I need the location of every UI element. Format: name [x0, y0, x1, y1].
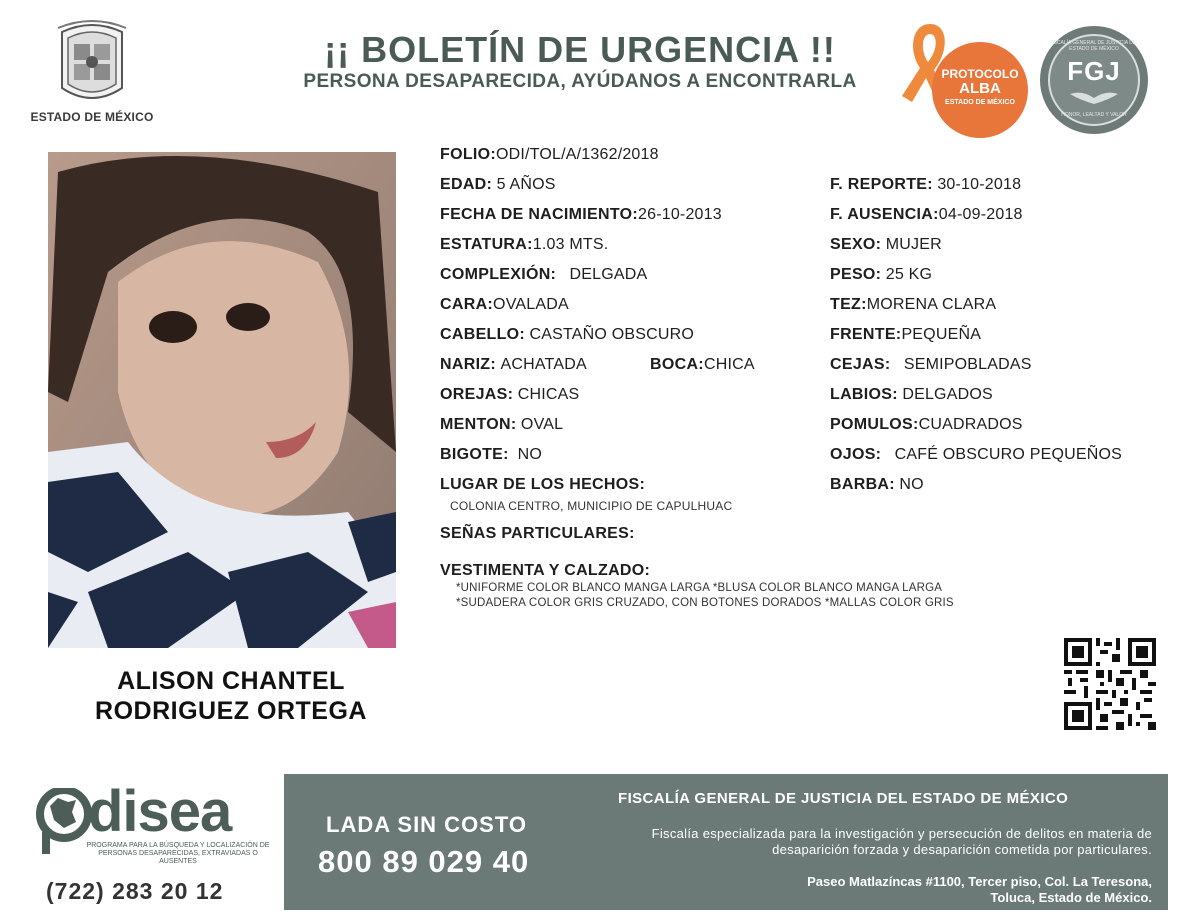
field-label: POMULOS:	[830, 416, 919, 433]
field-label: OJOS:	[830, 446, 882, 463]
bulletin-header	[250, 28, 910, 94]
alba-line2: ALBA	[959, 80, 1001, 97]
field-label: CABELLO:	[440, 326, 526, 343]
field-value: 25 KG	[885, 266, 933, 283]
field-label: VESTIMENTA Y CALZADO:	[440, 562, 651, 579]
field-label: NARIZ:	[440, 356, 497, 373]
field-value: CASTAÑO OBSCURO	[529, 326, 695, 343]
field-vestimenta	[440, 561, 650, 581]
fgj-abbr: FGJ	[1067, 56, 1121, 86]
field-tez	[830, 295, 996, 315]
field-value: ACHATADA	[500, 356, 587, 373]
field-nariz	[440, 355, 587, 375]
field-label: TEZ:	[830, 296, 867, 313]
field-value: NO	[517, 446, 543, 463]
vestimenta-line2: *SUDADERA COLOR GRIS CRUZADO, CON BOTONES DORADOS *MALLAS COLOR GRIS	[456, 597, 954, 609]
field-label: LABIOS:	[830, 386, 898, 403]
field-cejas	[830, 355, 1032, 375]
field-label: FRENTE:	[830, 326, 902, 343]
field-cabello	[440, 325, 694, 345]
fgj-seal	[1040, 26, 1148, 134]
field-value: SEMIPOBLADAS	[903, 356, 1032, 373]
field-label: FECHA DE NACIMIENTO:	[440, 206, 638, 223]
missing-person-photo	[48, 152, 396, 648]
field-peso	[830, 265, 932, 285]
field-label: F. AUSENCIA:	[830, 206, 939, 223]
fgj-motto: HONOR, LEALTAD Y VALOR	[1061, 112, 1127, 118]
field-value: CHICA	[703, 356, 755, 373]
field-senas	[440, 524, 635, 544]
field-value: DELGADA	[569, 266, 648, 283]
field-edad	[440, 175, 556, 195]
field-folio	[440, 145, 659, 165]
alba-line3: ESTADO DE MÉXICO	[945, 99, 1015, 106]
field-label: SEÑAS PARTICULARES:	[440, 525, 635, 542]
field-label: OREJAS:	[440, 386, 514, 403]
estado-mexico-logo	[28, 18, 156, 130]
protocolo-alba-logo	[900, 20, 1030, 132]
coat-of-arms-icon	[52, 18, 132, 106]
field-value: DELGADOS	[902, 386, 993, 403]
field-frente	[830, 325, 981, 345]
estado-label: ESTADO DE MÉXICO	[30, 110, 154, 124]
portrait-image	[48, 152, 396, 648]
field-lugar-hechos	[440, 475, 645, 495]
fiscalia-description: Fiscalía especializada para la investigación y persecución de delitos en materia de desaparición forzada y desaparición cometida por particulares.	[651, 826, 1152, 857]
eagle-icon	[1068, 88, 1120, 108]
field-value: CUADRADOS	[918, 416, 1023, 433]
field-label: COMPLEXIÓN:	[440, 266, 557, 283]
fgj-ring-text: FISCALÍA GENERAL DE JUSTICIA DEL ESTADO DE MÉXICO	[1049, 40, 1139, 52]
footer-contact-bar	[284, 774, 1168, 910]
field-value: CHICAS	[517, 386, 580, 403]
fiscalia-address	[592, 874, 1152, 906]
field-label: LUGAR DE LOS HECHOS:	[440, 476, 646, 493]
field-label: CEJAS:	[830, 356, 891, 373]
address-line1: Paseo Matlazíncas #1100, Tercer piso, Col. La Teresona,	[807, 874, 1152, 889]
field-label: EDAD:	[440, 176, 493, 193]
field-fecha-nacimiento	[440, 205, 722, 225]
field-value: OVALADA	[493, 296, 569, 313]
field-value: ODI/TOL/A/1362/2018	[496, 146, 659, 163]
field-label: SEXO:	[830, 236, 882, 253]
field-f-ausencia	[830, 205, 1023, 225]
lada-number[interactable]: 800 89 029 40	[318, 844, 530, 879]
field-value: 5 AÑOS	[496, 176, 556, 193]
field-label: PESO:	[830, 266, 882, 283]
fiscalia-title: FISCALÍA GENERAL DE JUSTICIA DEL ESTADO DE MÉXICO	[618, 790, 1069, 807]
field-value: CAFÉ OBSCURO PEQUEÑOS	[894, 446, 1122, 463]
field-label: F. REPORTE:	[830, 176, 933, 193]
odisea-program: PROGRAMA PARA LA BÚSQUEDA Y LOCALIZACIÓN DE PERSONAS DESAPARECIDAS, EXTRAVIADAS O AUSENTES	[86, 842, 270, 865]
bulletin-subtitle: PERSONA DESAPARECIDA, AYÚDANOS A ENCONTRARLA	[303, 71, 857, 92]
field-menton	[440, 415, 563, 435]
field-label: BARBA:	[830, 476, 895, 493]
field-value: MORENA CLARA	[866, 296, 997, 313]
field-pomulos	[830, 415, 1023, 435]
field-orejas	[440, 385, 579, 405]
field-ojos	[830, 445, 1122, 465]
field-value: MUJER	[885, 236, 942, 253]
field-barba	[830, 475, 924, 495]
qr-code-icon[interactable]	[1064, 638, 1156, 730]
field-value: 1.03 MTS.	[532, 236, 609, 253]
field-labios	[830, 385, 993, 405]
field-label: CARA:	[440, 296, 494, 313]
odisea-phone[interactable]: (722) 283 20 12	[46, 878, 224, 904]
field-bigote	[440, 445, 542, 465]
field-value: 04-09-2018	[938, 206, 1023, 223]
person-name-line2: RODRIGUEZ ORTEGA	[95, 697, 367, 725]
odisea-logo	[36, 779, 276, 914]
field-sexo	[830, 235, 942, 255]
address-line2: Toluca, Estado de México.	[990, 890, 1152, 905]
alba-badge	[932, 42, 1028, 138]
field-estatura	[440, 235, 608, 255]
field-cara	[440, 295, 569, 315]
person-name-line1: ALISON CHANTEL	[117, 667, 345, 695]
field-f-reporte	[830, 175, 1021, 195]
field-complexion	[440, 265, 647, 285]
field-lugar-hechos-value: COLONIA CENTRO, MUNICIPIO DE CAPULHUAC	[450, 499, 733, 513]
bulletin-title: ¡¡ BOLETÍN DE URGENCIA !!	[324, 29, 836, 70]
lada-label: LADA SIN COSTO	[326, 812, 528, 837]
field-value: OVAL	[520, 416, 564, 433]
field-label: MENTON:	[440, 416, 517, 433]
vestimenta-line1: *UNIFORME COLOR BLANCO MANGA LARGA *BLUSA COLOR BLANCO MANGA LARGA	[456, 582, 943, 594]
field-value: PEQUEÑA	[901, 326, 982, 343]
alba-line1: PROTOCOLO	[941, 67, 1019, 81]
field-value: 30-10-2018	[937, 176, 1022, 193]
field-value: NO	[899, 476, 924, 493]
odisea-word: disea	[88, 779, 232, 844]
field-boca	[650, 355, 755, 375]
field-label: BIGOTE:	[440, 446, 509, 463]
field-label: FOLIO:	[440, 146, 497, 163]
person-name	[48, 666, 414, 726]
field-label: ESTATURA:	[440, 236, 533, 253]
field-label: BOCA:	[650, 356, 704, 373]
field-value: 26-10-2013	[638, 206, 722, 223]
